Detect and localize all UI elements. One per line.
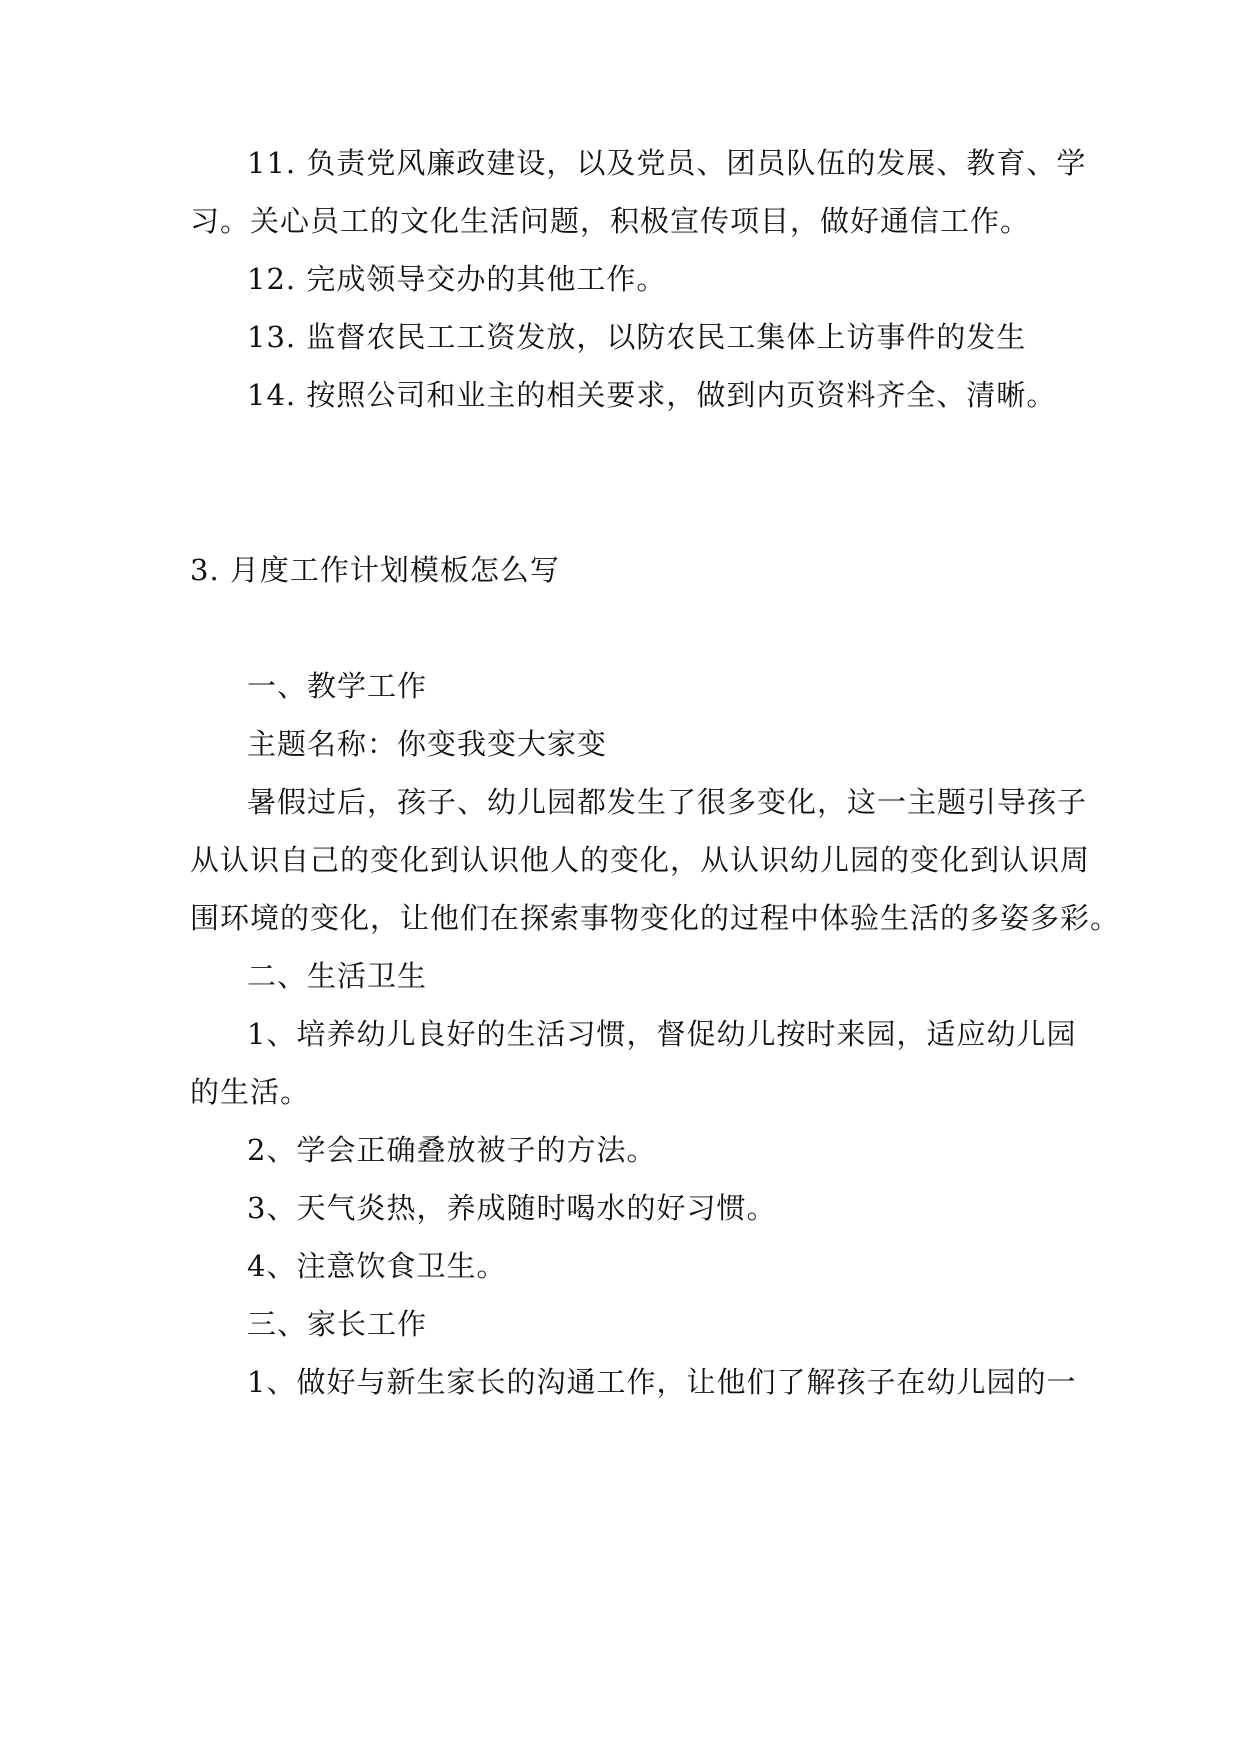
life-item-3: 3、天气炎热，养成随时喝水的好习惯。 [247, 1191, 777, 1225]
paragraph-line-1: 暑假过后，孩子、幼儿园都发生了很多变化，这一主题引导孩子 [247, 785, 1088, 819]
item-12: 12. 完成领导交办的其他工作。 [247, 262, 667, 296]
life-item-1-line-1: 1、培养幼儿良好的生活习惯，督促幼儿按时来园，适应幼儿园 [247, 1017, 1077, 1051]
parent-heading: 三、家长工作 [247, 1307, 428, 1341]
item-11-line-2: 习。关心员工的文化生活问题，积极宣传项目，做好通信工作。 [190, 204, 1031, 238]
item-13: 13. 监督农民工工资发放，以防农民工集体上访事件的发生 [247, 320, 1027, 354]
life-item-4: 4、注意饮食卫生。 [247, 1249, 507, 1283]
life-heading: 二、生活卫生 [247, 959, 428, 993]
section-title: 3. 月度工作计划模板怎么写 [190, 553, 560, 587]
life-item-1-line-2: 的生活。 [190, 1075, 311, 1109]
parent-item-1-line-1: 1、做好与新生家长的沟通工作，让他们了解孩子在幼儿园的一 [247, 1365, 1077, 1399]
paragraph-line-2: 从认识自己的变化到认识他人的变化，从认识幼儿园的变化到认识周 [190, 843, 1091, 877]
item-14: 14. 按照公司和业主的相关要求，做到内页资料齐全、清晰。 [247, 378, 1057, 412]
life-item-2: 2、学会正确叠放被子的方法。 [247, 1133, 657, 1167]
paragraph-line-3: 围环境的变化，让他们在探索事物变化的过程中体验生活的多姿多彩。 [190, 901, 1121, 935]
teaching-heading: 一、教学工作 [247, 669, 428, 703]
item-11-line-1: 11. 负责党风廉政建设，以及党员、团员队伍的发展、教育、学 [247, 146, 1087, 180]
theme-name: 主题名称：你变我变大家变 [247, 727, 608, 761]
